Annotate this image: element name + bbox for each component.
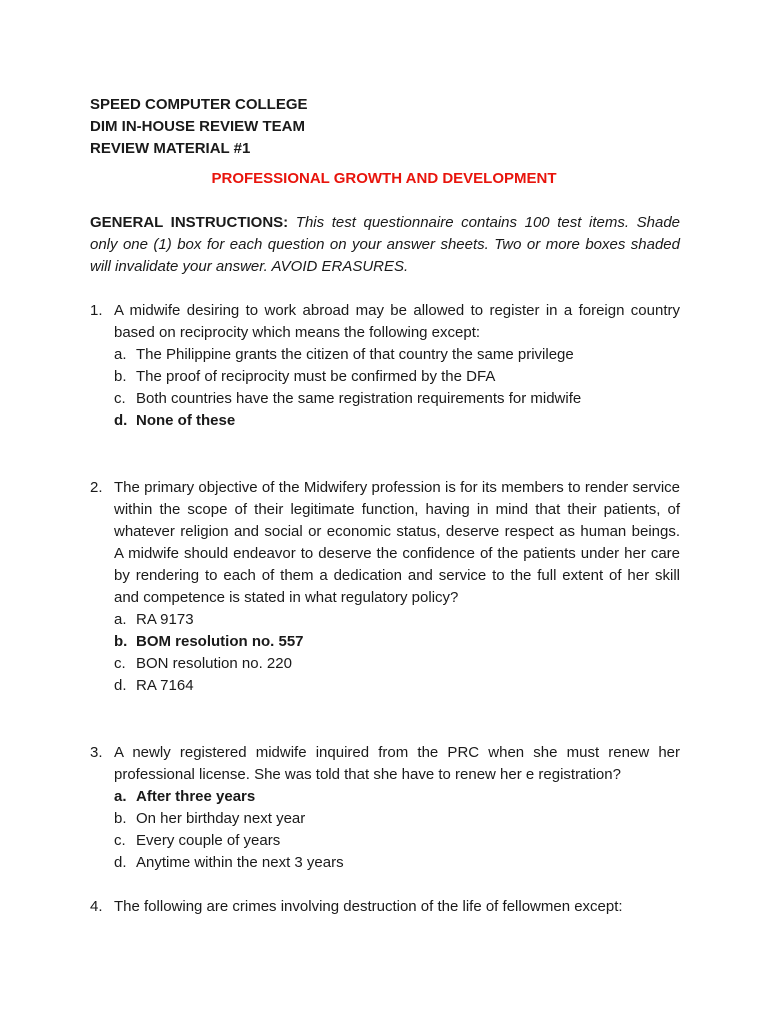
question-stem: A newly registered midwife inquired from the PRC when she must renew her professional license. She was told that she have to renew her e registration?	[114, 744, 680, 783]
option-a	[114, 609, 680, 631]
option-letter: d.	[114, 854, 127, 871]
question-4	[90, 896, 680, 918]
question-1	[90, 300, 680, 432]
option-b	[114, 808, 680, 830]
option-d-answer	[114, 410, 680, 432]
option-text: The Philippine grants the citizen of that country the same privilege	[136, 346, 574, 363]
option-text: RA 7164	[136, 677, 194, 694]
college-name: SPEED COMPUTER COLLEGE	[90, 96, 308, 113]
option-letter: a.	[114, 788, 127, 805]
option-c	[114, 653, 680, 675]
material-title: REVIEW MATERIAL #1	[90, 140, 251, 157]
question-number: 3.	[90, 744, 103, 761]
option-letter: b.	[114, 810, 127, 827]
option-letter: d.	[114, 677, 127, 694]
option-b	[114, 366, 680, 388]
question-stem: The following are crimes involving destruction of the life of fellowmen except:	[114, 898, 623, 915]
option-letter: d.	[114, 412, 128, 429]
option-text: Both countries have the same registration requirements for midwife	[136, 390, 582, 407]
option-a-answer	[114, 786, 680, 808]
option-text: None of these	[136, 412, 236, 429]
option-a	[114, 344, 680, 366]
option-text: BOM resolution no. 557	[136, 633, 304, 650]
question-2	[90, 477, 680, 697]
option-text: After three years	[136, 788, 256, 805]
option-c	[114, 830, 680, 852]
team-name: DIM IN-HOUSE REVIEW TEAM	[90, 118, 306, 135]
option-letter: c.	[114, 832, 126, 849]
question-number: 2.	[90, 479, 103, 496]
option-text: On her birthday next year	[136, 810, 306, 827]
option-d	[114, 852, 680, 874]
instructions-label: GENERAL INSTRUCTIONS:	[90, 214, 289, 231]
option-letter: b.	[114, 368, 127, 385]
question-3	[90, 742, 680, 874]
option-text: Anytime within the next 3 years	[136, 854, 344, 871]
question-stem: The primary objective of the Midwifery profession is for its members to render service within the scope of their legitimate function, having in mind that their patients, of whatever religion and social or economic status, deserve respect as human beings. A midwife should endeavor to deserve the confidence of the patients under her care by rendering to each of them a dedication and service to the full extent of her skill and competence is stated in what regulatory policy?	[114, 479, 680, 606]
option-text: The proof of reciprocity must be confirmed by the DFA	[136, 368, 496, 385]
option-text: RA 9173	[136, 611, 194, 628]
option-letter: c.	[114, 390, 126, 407]
general-instructions	[90, 212, 680, 278]
option-text: BON resolution no. 220	[136, 655, 292, 672]
option-letter: b.	[114, 633, 128, 650]
subject-title: PROFESSIONAL GROWTH AND DEVELOPMENT	[211, 170, 557, 187]
option-c	[114, 388, 680, 410]
option-text: Every couple of years	[136, 832, 281, 849]
instructions-text: This test questionnaire contains 100 test items. Shade only one (1) box for each question on your answer sheets. Two or more boxes shaded will invalidate your answer. AVOID ERASURES.	[90, 214, 681, 275]
option-letter: a.	[114, 611, 127, 628]
option-letter: c.	[114, 655, 126, 672]
option-b-answer	[114, 631, 680, 653]
option-d	[114, 675, 680, 697]
question-number: 1.	[90, 302, 103, 319]
question-stem: A midwife desiring to work abroad may be allowed to register in a foreign country based on reciprocity which means the following except:	[114, 302, 680, 341]
option-letter: a.	[114, 346, 127, 363]
question-number: 4.	[90, 898, 103, 915]
